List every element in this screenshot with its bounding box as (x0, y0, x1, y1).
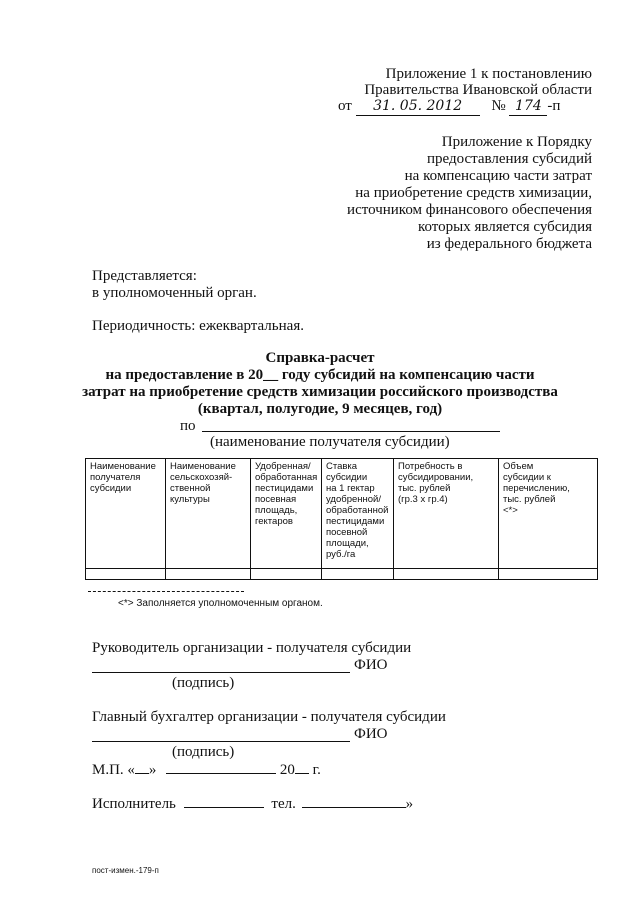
recipient-caption: (наименование получателя субсидии) (210, 434, 450, 450)
footnote-separator (88, 591, 244, 592)
order-appendix-line: предоставления субсидий (426, 151, 592, 167)
head-signature-line (92, 672, 350, 673)
submission-line-2: в уполномоченный орган. (92, 285, 257, 301)
head-title: Руководитель организации - получателя субсидии (92, 640, 412, 656)
table-cell (251, 569, 322, 580)
order-appendix-line: на приобретение средств химизации, (355, 185, 592, 201)
accountant-fio: ФИО (354, 726, 388, 742)
executor-label: Исполнитель (92, 796, 176, 812)
number-label: № (491, 98, 506, 114)
stamp-date-line (92, 762, 321, 779)
footer-code: пост-измен.-179-п (92, 866, 159, 875)
appendix-line-2: Правительства Ивановской области (364, 82, 592, 98)
table-header-cell: Ставка субсидии на 1 гектар удобренной/ обработанной пестицидами посевной площади, руб./га (322, 459, 394, 569)
table-header-row (86, 459, 598, 569)
table-header-cell: Потребность в субсидировании, тыс. рублей (гр.3 х гр.4) (394, 459, 499, 569)
order-appendix-line: Приложение к Порядку (441, 134, 592, 150)
date-number-line (338, 98, 560, 116)
doc-title-line-3: затрат на приобретение средств химизации российского производства (82, 384, 558, 400)
phone-label: тел. (271, 796, 296, 812)
submission-line-1: Представляется: (92, 268, 197, 284)
po-label: по (180, 418, 196, 434)
day-blank (135, 773, 149, 774)
table-cell (499, 569, 598, 580)
accountant-title: Главный бухгалтер организации - получателя субсидии (92, 709, 446, 725)
number-suffix: -п (547, 98, 561, 114)
year-suffix: г. (312, 762, 321, 778)
table-row (86, 569, 598, 580)
executor-blank (184, 807, 264, 808)
doc-title-line-4: (квартал, полугодие, 9 месяцев, год) (197, 401, 443, 417)
subsidy-table (85, 458, 598, 580)
order-appendix-line: из федерального бюджета (426, 236, 592, 252)
table-cell (86, 569, 166, 580)
from-label: от (338, 98, 352, 114)
order-appendix-line: источником финансового обеспечения (347, 202, 592, 218)
table-cell (322, 569, 394, 580)
head-signature-caption: (подпись) (172, 675, 235, 691)
mp-close: » (148, 762, 157, 778)
phone-close: » (405, 796, 414, 812)
accountant-signature-caption: (подпись) (172, 744, 235, 760)
month-blank (166, 773, 276, 774)
periodicity: Периодичность: ежеквартальная. (92, 318, 304, 334)
number-value: 174 (509, 98, 547, 116)
year-blank (295, 773, 309, 774)
table-header-cell: Наименование сельскохозяй- ственной культуры (166, 459, 251, 569)
table-header-cell: Удобренная/ обработанная пестицидами посевная площадь, гектаров (251, 459, 322, 569)
footnote: <*> Заполняется уполномоченным органом. (118, 598, 323, 609)
mp-label: М.П. « (92, 762, 135, 778)
date-value: 31. 05. 2012 (356, 98, 480, 116)
accountant-signature-line (92, 741, 350, 742)
head-fio: ФИО (354, 657, 388, 673)
phone-blank (302, 807, 406, 808)
appendix-line-1: Приложение 1 к постановлению (385, 66, 592, 82)
recipient-name-line (202, 431, 500, 432)
order-appendix-line: на компенсацию части затрат (404, 168, 592, 184)
table-header-cell: Объем субсидии к перечислению, тыс. рублей <*> (499, 459, 598, 569)
doc-title-line-2: на предоставление в 20__ году субсидий на компенсацию части (105, 367, 535, 383)
doc-title: Справка-расчет (265, 350, 375, 366)
table-cell (166, 569, 251, 580)
table-header-cell: Наименование получателя субсидии (86, 459, 166, 569)
table-cell (394, 569, 499, 580)
year-prefix: 20 (279, 762, 295, 778)
order-appendix-line: которых является субсидия (417, 219, 592, 235)
executor-line (92, 796, 413, 813)
